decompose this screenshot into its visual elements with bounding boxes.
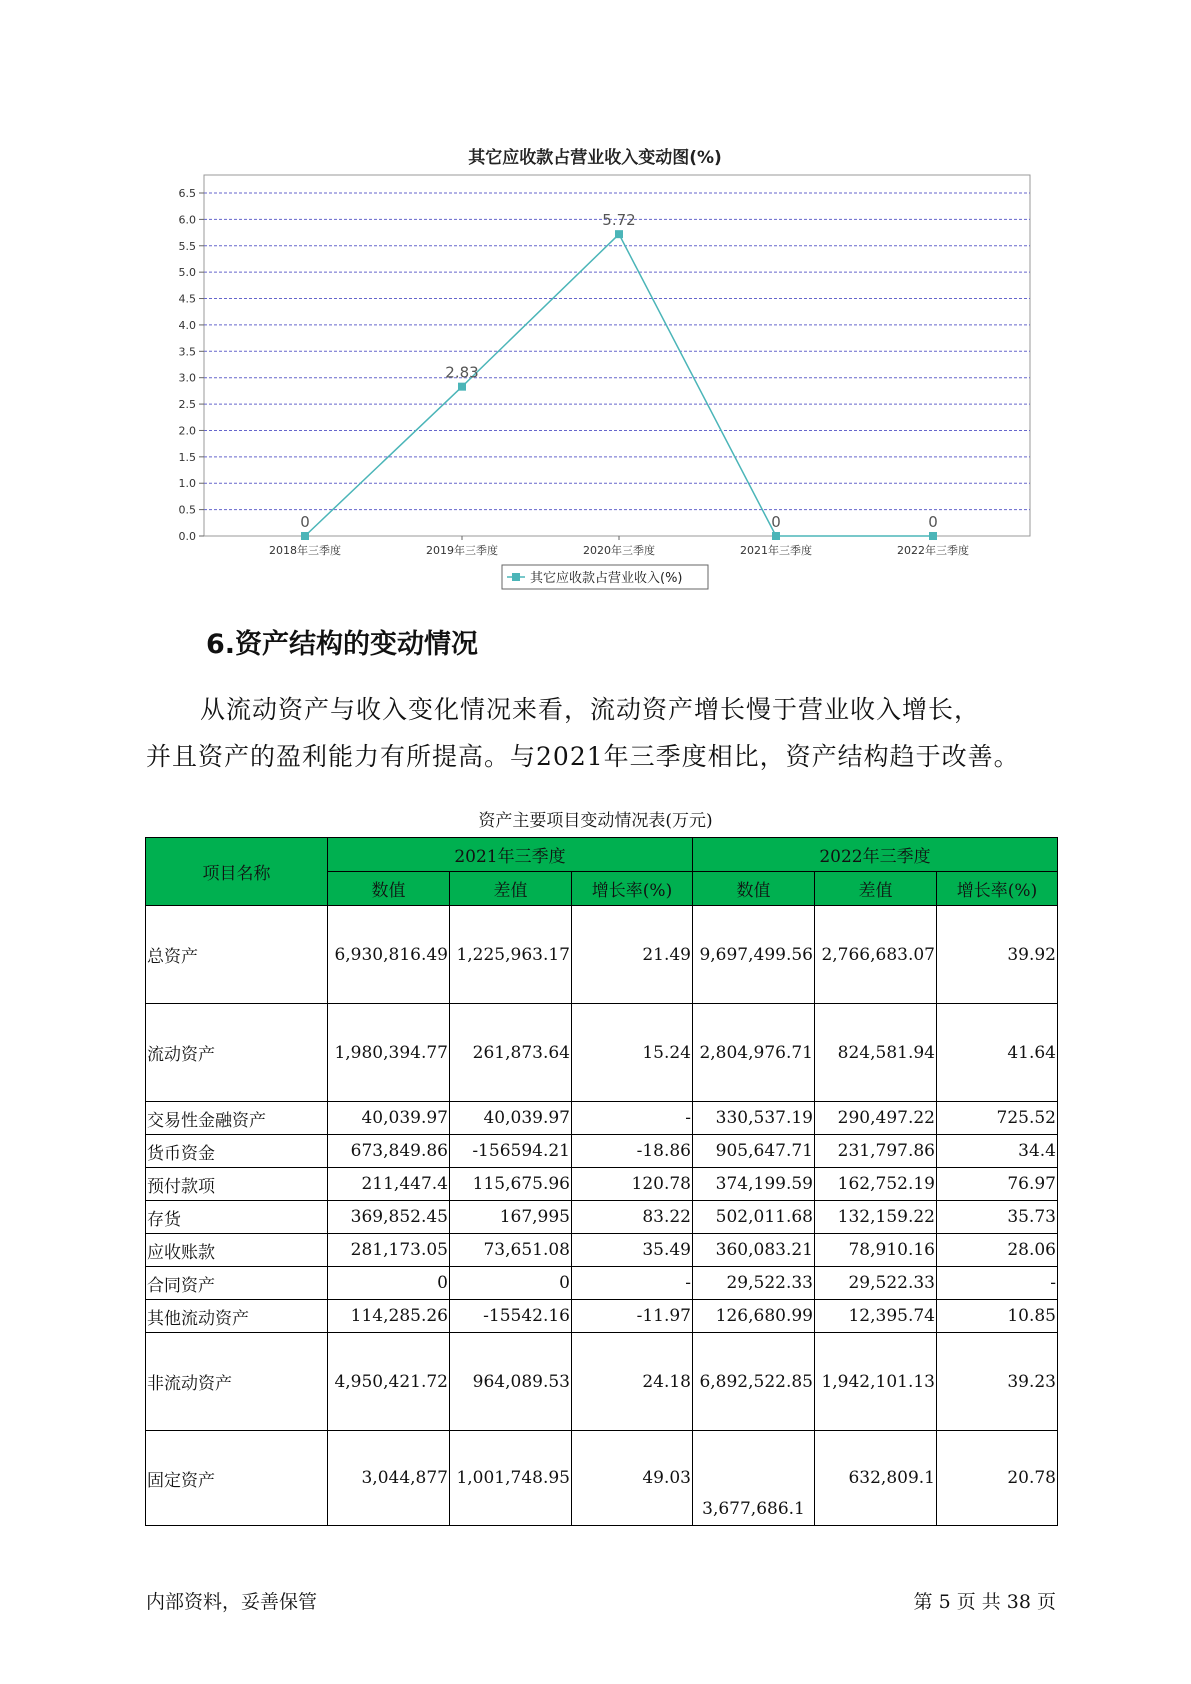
table-cell: -	[572, 1102, 693, 1135]
table-cell: 76.97	[937, 1168, 1058, 1201]
table-row	[146, 1135, 1058, 1168]
table-cell: 673,849.86	[328, 1135, 450, 1168]
table-cell: -156594.21	[450, 1135, 572, 1168]
section-heading: 6.资产结构的变动情况	[206, 629, 479, 660]
table-cell: 78,910.16	[815, 1234, 937, 1267]
header-item-name: 项目名称	[146, 838, 328, 906]
table-cell: 502,011.68	[693, 1201, 815, 1234]
table-row	[146, 1234, 1058, 1267]
x-tick-label: 2018年三季度	[269, 544, 341, 557]
table-row	[146, 1102, 1058, 1135]
table-cell: 725.52	[937, 1102, 1058, 1135]
chart-area	[0, 0, 1191, 610]
y-tick-label: 6.0	[178, 213, 196, 227]
table-cell: 15.24	[572, 1004, 693, 1102]
table-cell: 824,581.94	[815, 1004, 937, 1102]
footer-page-number: 第 5 页 共 38 页	[913, 1591, 1056, 1613]
table-cell: 1,225,963.17	[450, 906, 572, 1004]
table-cell: 374,199.59	[693, 1168, 815, 1201]
table-cell: 3,044,877	[328, 1431, 450, 1526]
footer-confidential: 内部资料，妥善保管	[146, 1591, 318, 1613]
row-label: 预付款项	[146, 1168, 328, 1201]
table-cell: 6,892,522.85	[693, 1333, 815, 1431]
table-cell: 1,942,101.13	[815, 1333, 937, 1431]
table-row	[146, 1004, 1058, 1102]
table-cell: 1,001,748.95	[450, 1431, 572, 1526]
table-cell: 0	[328, 1267, 450, 1300]
table-cell: 40,039.97	[450, 1102, 572, 1135]
y-tick-label: 5.0	[178, 266, 196, 280]
table-cell: 369,852.45	[328, 1201, 450, 1234]
header-difference: 差值	[450, 872, 572, 906]
table-cell: 3,677,686.1	[693, 1431, 815, 1526]
header-period-2021: 2021年三季度	[328, 838, 693, 872]
table-row	[146, 1333, 1058, 1431]
row-label: 固定资产	[146, 1431, 328, 1526]
table-row	[146, 1168, 1058, 1201]
table-row	[146, 1431, 1058, 1526]
table-cell: 0	[450, 1267, 572, 1300]
table-cell: 39.92	[937, 906, 1058, 1004]
table-cell: -18.86	[572, 1135, 693, 1168]
data-label: 0	[771, 513, 781, 531]
table-cell: 126,680.99	[693, 1300, 815, 1333]
header-period-2022: 2022年三季度	[693, 838, 1058, 872]
x-tick-label: 2019年三季度	[426, 544, 498, 557]
table-cell: 114,285.26	[328, 1300, 450, 1333]
header-growth-rate: 增长率(%)	[572, 872, 693, 906]
y-tick-label: 2.0	[178, 424, 196, 438]
table-cell: 9,697,499.56	[693, 906, 815, 1004]
table-row	[146, 1300, 1058, 1333]
row-label: 应收账款	[146, 1234, 328, 1267]
y-tick-label: 3.5	[178, 345, 196, 359]
table-cell: 6,930,816.49	[328, 906, 450, 1004]
table-cell: 2,766,683.07	[815, 906, 937, 1004]
table-cell: -	[572, 1267, 693, 1300]
data-point	[458, 383, 466, 391]
table-cell: 261,873.64	[450, 1004, 572, 1102]
table-row	[146, 1267, 1058, 1300]
table-cell: 73,651.08	[450, 1234, 572, 1267]
row-label: 合同资产	[146, 1267, 328, 1300]
header-value: 数值	[693, 872, 815, 906]
table-cell: 29,522.33	[693, 1267, 815, 1300]
table-cell: 34.4	[937, 1135, 1058, 1168]
table-cell: 35.73	[937, 1201, 1058, 1234]
data-point	[301, 532, 309, 540]
table-cell: 24.18	[572, 1333, 693, 1431]
table-cell: 10.85	[937, 1300, 1058, 1333]
table-cell: 964,089.53	[450, 1333, 572, 1431]
table-cell: 120.78	[572, 1168, 693, 1201]
table-cell: 231,797.86	[815, 1135, 937, 1168]
y-tick-label: 4.5	[178, 292, 196, 306]
data-label: 2.83	[445, 363, 479, 382]
table-cell: 83.22	[572, 1201, 693, 1234]
table-cell: 1,980,394.77	[328, 1004, 450, 1102]
paragraph-line: 从流动资产与收入变化情况来看，流动资产增长慢于营业收入增长，	[200, 695, 981, 724]
row-label: 非流动资产	[146, 1333, 328, 1431]
table-cell: 905,647.71	[693, 1135, 815, 1168]
table-cell: -15542.16	[450, 1300, 572, 1333]
table-cell: 167,995	[450, 1201, 572, 1234]
row-label: 货币资金	[146, 1135, 328, 1168]
data-label: 0	[300, 513, 310, 531]
table-cell: 20.78	[937, 1431, 1058, 1526]
table-cell: -11.97	[572, 1300, 693, 1333]
table-cell: 115,675.96	[450, 1168, 572, 1201]
table-cell: -	[937, 1267, 1058, 1300]
line-chart	[0, 0, 1191, 610]
table-cell: 281,173.05	[328, 1234, 450, 1267]
table-cell: 21.49	[572, 906, 693, 1004]
table-row	[146, 906, 1058, 1004]
series-line	[305, 234, 933, 536]
table-cell: 2,804,976.71	[693, 1004, 815, 1102]
table-cell: 632,809.1	[815, 1431, 937, 1526]
row-label: 流动资产	[146, 1004, 328, 1102]
y-tick-label: 1.0	[178, 477, 196, 491]
table-cell: 29,522.33	[815, 1267, 937, 1300]
header-value: 数值	[328, 872, 450, 906]
table-cell: 330,537.19	[693, 1102, 815, 1135]
paragraph-line: 并且资产的盈利能力有所提高。与2021年三季度相比，资产结构趋于改善。	[146, 742, 1020, 771]
header-difference: 差值	[815, 872, 937, 906]
table-cell: 132,159.22	[815, 1201, 937, 1234]
data-point	[772, 532, 780, 540]
table-caption: 资产主要项目变动情况表(万元)	[478, 811, 713, 831]
y-tick-label: 1.5	[178, 450, 196, 464]
table-row	[146, 1201, 1058, 1234]
table-cell: 12,395.74	[815, 1300, 937, 1333]
row-label: 总资产	[146, 906, 328, 1004]
y-tick-label: 6.5	[178, 187, 196, 200]
data-point	[615, 230, 623, 238]
row-label: 其他流动资产	[146, 1300, 328, 1333]
table-cell: 360,083.21	[693, 1234, 815, 1267]
table-cell: 49.03	[572, 1431, 693, 1526]
table-cell: 162,752.19	[815, 1168, 937, 1201]
chart-title: 其它应收款占营业收入变动图(%)	[468, 148, 722, 168]
table-cell: 40,039.97	[328, 1102, 450, 1135]
legend-label: 其它应收款占营业收入(%)	[530, 571, 683, 586]
table-cell: 290,497.22	[815, 1102, 937, 1135]
x-tick-label: 2021年三季度	[740, 544, 812, 557]
table-cell: 4,950,421.72	[328, 1333, 450, 1431]
header-growth-rate: 增长率(%)	[937, 872, 1058, 906]
y-tick-label: 0.0	[178, 530, 196, 543]
y-tick-label: 5.5	[178, 239, 196, 253]
row-label: 交易性金融资产	[146, 1102, 328, 1135]
data-label: 5.72	[602, 211, 636, 230]
data-point	[929, 532, 937, 540]
table-cell: 35.49	[572, 1234, 693, 1267]
legend-swatch-marker	[512, 573, 520, 581]
asset-change-table	[145, 837, 1058, 1526]
row-label: 存货	[146, 1201, 328, 1234]
x-tick-label: 2022年三季度	[897, 544, 969, 557]
y-tick-label: 3.0	[178, 371, 196, 385]
table-cell: 41.64	[937, 1004, 1058, 1102]
x-tick-label: 2020年三季度	[583, 544, 655, 557]
y-tick-label: 0.5	[178, 503, 196, 517]
table-cell: 28.06	[937, 1234, 1058, 1267]
table-cell: 39.23	[937, 1333, 1058, 1431]
table-cell: 211,447.4	[328, 1168, 450, 1201]
data-label: 0	[928, 513, 938, 531]
y-tick-label: 2.5	[178, 398, 196, 412]
y-tick-label: 4.0	[178, 318, 196, 332]
